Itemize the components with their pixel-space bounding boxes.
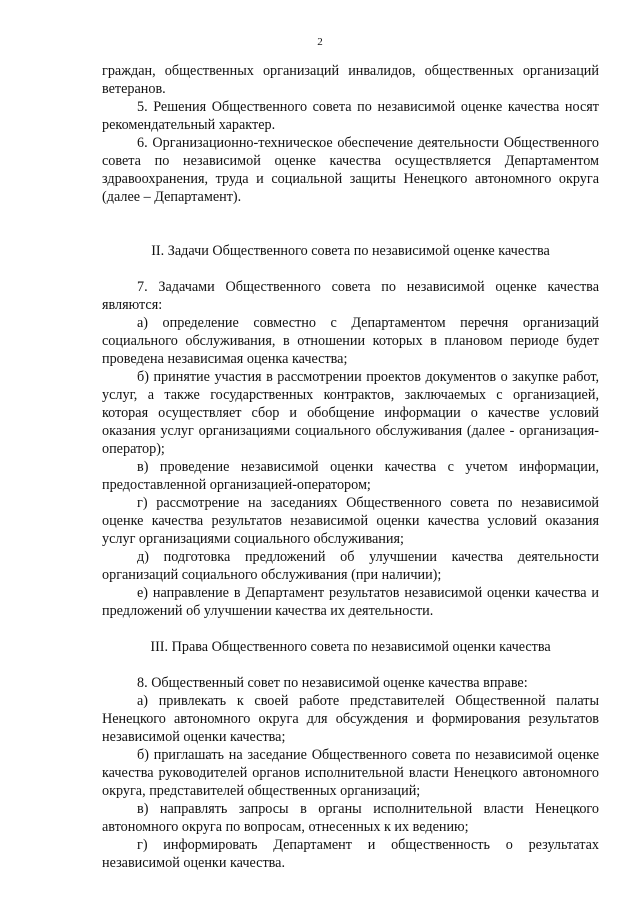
section-2-heading: II. Задачи Общественного совета по независимой оценке качества bbox=[151, 243, 550, 259]
paragraph-5: 5. Решения Общественного совета по независимой оценке качества носят рекомендательный характер. bbox=[102, 99, 599, 133]
list-item: г) информировать Департамент и общественность о результатах независимой оценки качества. bbox=[102, 837, 599, 871]
document-body bbox=[102, 62, 599, 872]
page-number: 2 bbox=[317, 36, 323, 48]
paragraph-6: 6. Организационно-техническое обеспечение деятельности Общественного совета по независимой оценке качества осуществляется Департаментом здравоохранения, труда и социальной защиты Ненецкого автономного округа (далее – Департамент). bbox=[102, 135, 599, 205]
paragraph-8: 8. Общественный совет по независимой оценке качества вправе: bbox=[137, 675, 528, 691]
list-item: в) проведение независимой оценки качества с учетом информации, предоставленной организацией-оператором; bbox=[102, 459, 599, 493]
paragraph-7: 7. Задачами Общественного совета по независимой оценке качества являются: bbox=[102, 279, 599, 313]
list-item: а) определение совместно с Департаментом перечня организаций социального обслуживания, в отношении которых в плановом периоде будет проведена независимая оценка качества; bbox=[102, 315, 599, 367]
section-3-heading: III. Права Общественного совета по независимой оценки качества bbox=[150, 639, 551, 655]
list-item: г) рассмотрение на заседаниях Общественного совета по независимой оценке качества результатов независимой оценки качества условий оказания услуг организациями социального обслуживания; bbox=[102, 495, 599, 547]
list-item: в) направлять запросы в органы исполнительной власти Ненецкого автономного округа по вопросам, отнесенных к их ведению; bbox=[102, 801, 599, 835]
list-item: а) привлекать к своей работе представителей Общественной палаты Ненецкого автономного округа для обсуждения и формирования результатов независимой оценки качества; bbox=[102, 693, 599, 745]
list-item: б) приглашать на заседание Общественного совета по независимой оценке качества руководителей органов исполнительной власти Ненецкого автономного округа, представителей общественных организаций; bbox=[102, 747, 599, 799]
list-item: д) подготовка предложений об улучшении качества деятельности организаций социального обслуживания (при наличии); bbox=[102, 549, 599, 583]
paragraph-continuation: граждан, общественных организаций инвалидов, общественных организаций ветеранов. bbox=[102, 63, 599, 97]
list-item: б) принятие участия в рассмотрении проектов документов о закупке работ, услуг, а также государственных контрактов, заключаемых с организацией, которая осуществляет сбор и обобщение информации о качестве условий оказания услуг организациями социального обслуживания (далее - организация-оператор); bbox=[102, 369, 599, 457]
list-item: е) направление в Департамент результатов независимой оценки качества и предложений об улучшении качества их деятельности. bbox=[102, 585, 599, 619]
